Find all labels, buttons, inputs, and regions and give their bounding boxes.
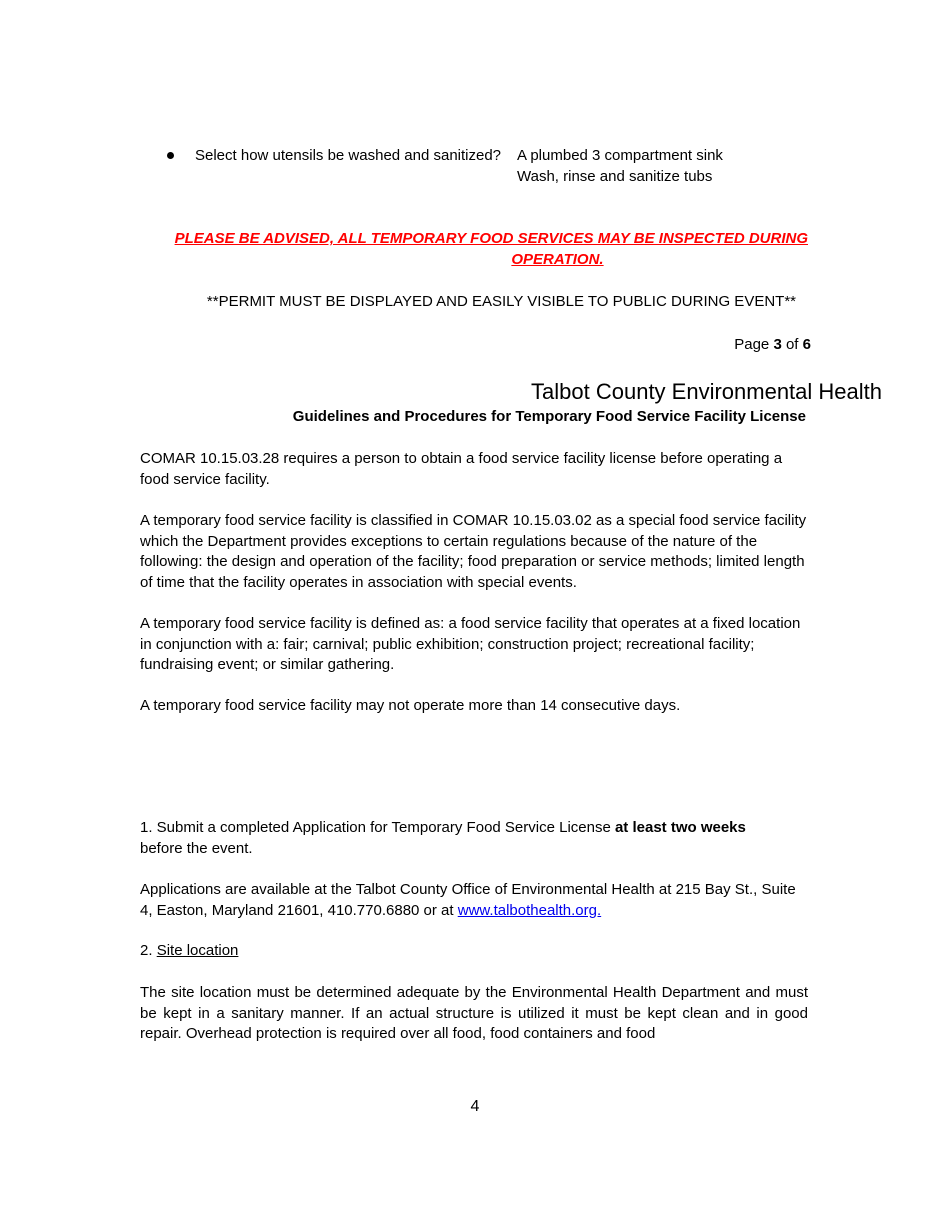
step2-title: Site location (156, 942, 239, 959)
page-marker-prefix: Page (734, 336, 770, 353)
bullet-icon (167, 152, 174, 159)
applications-paragraph (140, 880, 808, 921)
page-marker-of: of (785, 336, 799, 353)
talbothealth-link[interactable]: www.talbothealth.org. (457, 901, 602, 919)
inspection-warning-line2: OPERATION. (511, 251, 604, 268)
page-marker (734, 335, 811, 356)
step1-suffix: before the event. (140, 839, 253, 857)
inspection-warning-line1: PLEASE BE ADVISED, ALL TEMPORARY FOOD SERVICES MAY BE INSPECTED DURING (174, 230, 808, 247)
step1-paragraph (140, 818, 808, 859)
footer-page-number: 4 (470, 1098, 480, 1115)
utensils-option-sink: A plumbed 3 compartment sink (517, 147, 723, 164)
page-subtitle: Guidelines and Procedures for Temporary Food Service Facility License (292, 408, 806, 425)
step1-emphasis: at least two weeks (614, 819, 746, 836)
page-title: Talbot County Environmental Health (531, 379, 882, 404)
step2-heading (140, 941, 238, 962)
page-marker-current: 3 (773, 336, 782, 353)
paragraph-duration: A temporary food service facility may not operate more than 14 consecutive days. (140, 697, 681, 714)
permit-notice: **PERMIT MUST BE DISPLAYED AND EASILY VISIBLE TO PUBLIC DURING EVENT** (206, 293, 796, 310)
applications-text: Applications are available at the Talbot County Office of Environmental Health at 215 Bay St., Suite 4, Easton, Maryland 21601, 410.770.6880 or at (140, 881, 796, 919)
utensils-question: Select how utensils be washed and sanitized? (195, 147, 502, 164)
site-location-paragraph: The site location must be determined adequate by the Environmental Health Department and must be kept in a sanitary manner. If an actual structure is utilized it must be kept clean and in good repair. Overhead protection is required over all food, food containers and food (140, 984, 808, 1042)
step2-number: 2. (140, 942, 157, 959)
paragraph-definition: A temporary food service facility is defined as: a food service facility that operates at a fixed location in conjunction with a: fair; carnival; public exhibition; construction project; recreational facility; fundraising event; or similar gathering. (140, 615, 801, 673)
paragraph-comar-license: COMAR 10.15.03.28 requires a person to obtain a food service facility license before operating a food service facility. (140, 450, 783, 488)
paragraph-classification: A temporary food service facility is classified in COMAR 10.15.03.02 as a special food service facility which the Department provides exceptions to certain regulations because of the nature of the following: the design and operation of the facility; food preparation or service methods; limited length of time that the facility operates in association with special events. (140, 512, 807, 591)
step1-prefix: 1. Submit a completed Application for Temporary Food Service License (140, 819, 615, 836)
utensils-option-tubs: Wash, rinse and sanitize tubs (517, 168, 713, 185)
page-marker-total: 6 (802, 336, 811, 353)
